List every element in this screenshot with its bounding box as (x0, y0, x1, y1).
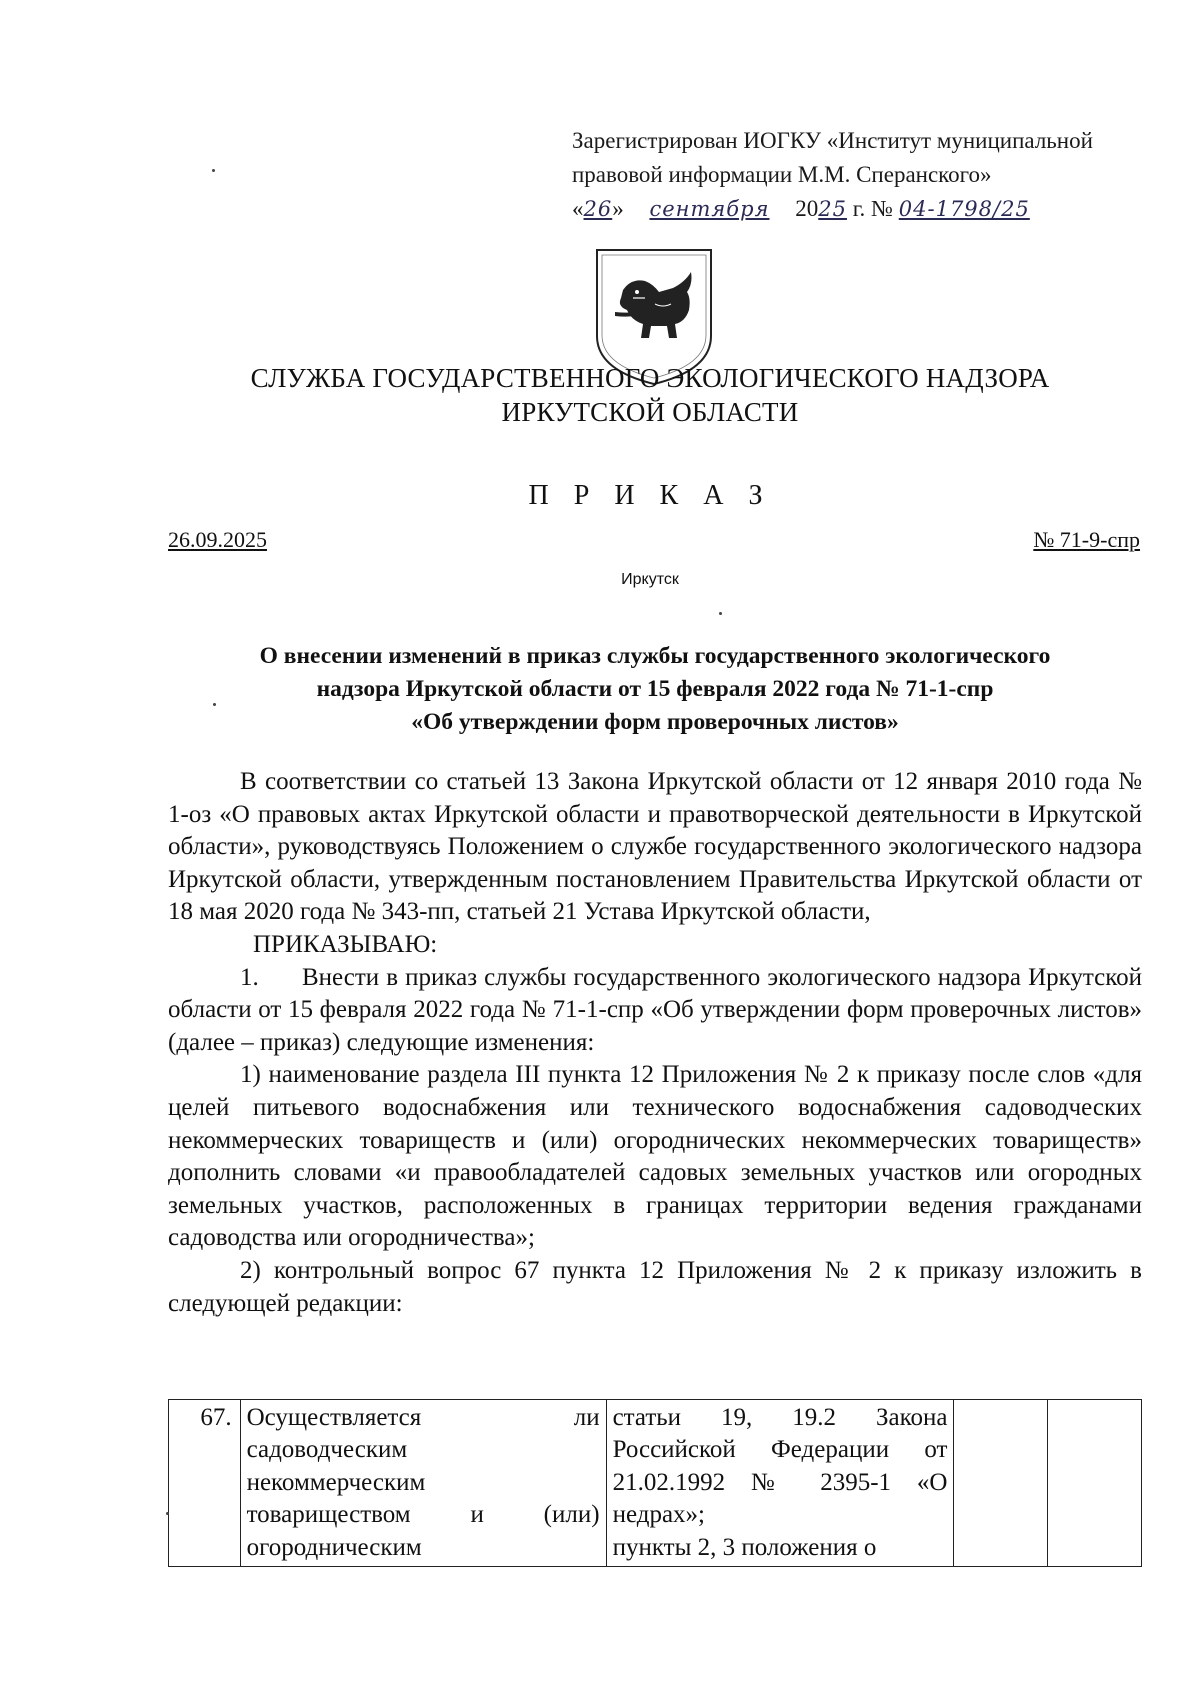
item-1-paragraph (168, 962, 1142, 1060)
legal-reference-text: статьи 19, 19.2 Закона Российской Федерации от 21.02.1992 № 2395-1 «О недрах»; (612, 1404, 948, 1529)
registration-line-2: правовой информации М.М. Сперанского» (572, 162, 992, 187)
document-title (165, 640, 1145, 739)
question-word: товариществом (246, 1501, 411, 1529)
question-number-cell: 67. (169, 1400, 241, 1567)
answer-no-cell (1048, 1400, 1142, 1567)
document-type: П Р И К А З (528, 480, 772, 511)
registration-line-1: Зарегистрирован ИОГКУ «Институт муниципальной (572, 128, 1093, 153)
registration-stamp (572, 124, 1172, 226)
question-cell (240, 1400, 606, 1567)
question-line: огородническим (246, 1533, 422, 1561)
registration-line-3: «26» сентября 2025 г. № 04-1798/25 (572, 192, 1172, 226)
answer-yes-cell (954, 1400, 1048, 1567)
registration-number: 04-1798/25 (898, 197, 1030, 221)
question-line: некоммерческим (246, 1468, 426, 1496)
preamble-paragraph: В соответствии со статьей 13 Закона Иркутской области от 12 января 2010 года № 1-оз «О правовых актах Иркутской области и правотворческой деятельности в Иркутской области», руководствуясь Положением о службе государственного экологического надзора Иркутской области, утвержденным постановлением Правительства Иркутской области от 18 мая 2020 года № 343-пп, статьей 21 Устава Иркутской области, (168, 768, 1142, 926)
organization-name-line-1: СЛУЖБА ГОСУДАРСТВЕННОГО ЭКОЛОГИЧЕСКОГО НАДЗОРА (250, 363, 1050, 393)
table-row (169, 1400, 1142, 1567)
document-title-line-3: «Об утверждении форм проверочных листов» (411, 709, 899, 735)
question-line: садоводческим (246, 1436, 408, 1464)
registration-year-prefix: 20 (795, 196, 819, 221)
registration-day: 26 (583, 197, 613, 221)
question-word: ли (573, 1404, 600, 1431)
item-1-text: Внести в приказ службы государственного экологического надзора Иркутской области от 15 февраля 2022 года № 71-1-спр «Об утверждении форм проверочных листов» (далее – приказ) следующие изменения: (168, 963, 1142, 1056)
question-word: и (470, 1501, 484, 1529)
question-word: (или) (543, 1501, 600, 1529)
registration-year-label: г. № (852, 196, 894, 221)
document-title-line-1: О внесении изменений в приказ службы государственного экологического (259, 643, 1051, 669)
legal-reference-cell (606, 1400, 954, 1567)
document-title-line-2: надзора Иркутской области от 15 февраля 2022 года № 71-1-спр (316, 676, 994, 702)
document-number: № 71-9-спр (1033, 527, 1140, 552)
document-body (168, 766, 1142, 1320)
organization-name-line-2: ИРКУТСКОЙ ОБЛАСТИ (501, 397, 799, 427)
question-word: Осуществляется (246, 1404, 422, 1431)
document-date: 26.09.2025 (168, 527, 267, 552)
document-city: Иркутск (621, 571, 679, 588)
legal-reference-text-2: пункты 2, 3 положения о (612, 1533, 877, 1561)
checklist-table (168, 1399, 1142, 1567)
registration-month: сентября (649, 197, 770, 221)
subitem-2-paragraph: 2) контрольный вопрос 67 пункта 12 Приложения № 2 к приказу изложить в следующей редакции: (168, 1256, 1142, 1317)
item-1-number: 1. (240, 963, 259, 991)
subitem-1-paragraph: 1) наименование раздела III пункта 12 Приложения № 2 к приказу после слов «для целей питьевого водоснабжения или технического водоснабжения садоводческих некоммерческих товариществ и (или) огороднических некоммерческих товариществ» дополнить словами «и правообладателей садовых земельных участков или огородных земельных участков, расположенных в границах территории ведения гражданами садоводства или огородничества»; (168, 1061, 1142, 1252)
order-word: ПРИКАЗЫВАЮ: (253, 930, 438, 958)
registration-year-suffix: 25 (818, 197, 847, 221)
